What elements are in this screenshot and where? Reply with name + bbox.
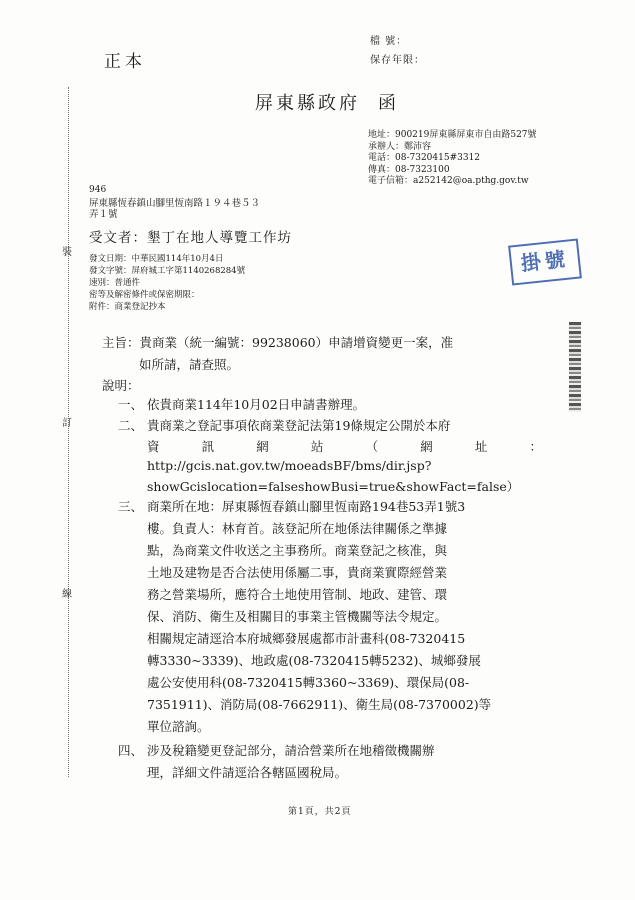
sender-handler: 承辦人：鄭沛容	[368, 141, 432, 152]
item-3-line7: 相關規定請逕洽本府城鄉發展處都市計畫科(08-7320415	[147, 631, 466, 646]
spread-token: 訊	[201, 439, 215, 454]
spread-token: 資	[147, 439, 160, 454]
binding-mark-top: 裝	[62, 247, 72, 258]
agency-name: 屏東縣政府	[255, 93, 360, 114]
spread-token: 網	[420, 439, 433, 454]
speed-class: 速別：普通件	[89, 278, 141, 288]
side-seal-strip	[569, 322, 581, 412]
sender-phone: 電話：08-7320415#3312	[368, 153, 481, 163]
item-3-line8: 轉3330~3339)、地政處(08-7320415轉5232)、城鄉發展	[147, 653, 481, 668]
item-4-number: 四、	[118, 743, 144, 758]
document-meta	[89, 253, 245, 313]
subject-line2: 如所請，請查照。	[139, 357, 240, 372]
item-1-number: 一、	[118, 397, 144, 412]
item-3-line6: 保、消防、衛生及相關目的事業主管機關等法令規定。	[147, 609, 448, 624]
item-4-line1: 涉及稅籍變更登記部分，請洽營業所在地稽徵機關辦	[147, 743, 435, 758]
spread-token: 址	[474, 439, 488, 454]
retention-label: 保存年限：	[370, 55, 425, 66]
issue-date: 發文日期：中華民國114年10月4日	[89, 254, 224, 264]
explanation-label: 說明：	[102, 378, 140, 393]
spread-token: （	[365, 439, 379, 454]
item-3-line3: 點，為商業文件收送之主事務所。商業登記之核准，與	[147, 543, 448, 558]
item-4-line2: 理，詳細文件請逕洽各轄區國稅局。	[147, 765, 348, 780]
item-3-line1: 商業所在地：屏東縣恆春鎮山腳里恆南路194巷53弄1號3	[147, 499, 466, 514]
page-counter: 第1頁，共2頁	[288, 807, 352, 817]
document-title	[255, 89, 399, 115]
sender-email: 電子信箱：a252142@oa.pthg.gov.tw	[368, 176, 529, 186]
postal-code: 946	[89, 185, 107, 195]
item-3-line10: 7351911)、消防局(08-7662911)、衛生局(08-7370002)等	[147, 697, 492, 712]
item-2-line1: 貴商業之登記事項依商業登記法第19條規定公開於本府	[147, 418, 451, 433]
sender-info	[368, 130, 537, 188]
secrecy-class: 密等及解密條件或保密期限：	[89, 290, 200, 300]
item-3-line2: 樓。負責人：林育首。該登記所在地係法律關係之準據	[147, 521, 448, 536]
recipient-name: 受文者：墾丁在地人導覽工作坊	[89, 230, 292, 246]
recipient-address-line2: 弄１號	[89, 209, 118, 220]
file-meta	[370, 32, 425, 70]
issue-number: 發文字號：屏府城工字第1140268284號	[89, 266, 246, 276]
spread-token: 站	[310, 439, 324, 454]
item-3-line5: 務之營業場所，應符合土地使用管制、地政、建管、環	[147, 587, 448, 602]
sender-address: 地址：900219屏東縣屏東市自由路527號	[368, 130, 537, 140]
file-number-label: 檔 號：	[370, 36, 408, 47]
subject-line1: 主旨：貴商業（統一編號：99238060）申請增資變更一案，准	[102, 335, 454, 350]
sender-fax: 傳真：08-7323100	[368, 164, 450, 175]
binding-mark-bottom: 線	[62, 589, 72, 600]
item-3-line11: 單位諮詢。	[147, 719, 210, 734]
item-3-line4: 土地及建物是否合法使用係屬二事，貴商業實際經營業	[147, 565, 448, 580]
recipient-address	[89, 198, 309, 220]
binding-margin-line	[68, 87, 69, 777]
registered-mail-stamp: 掛號	[508, 238, 582, 285]
item-2-url-line1: http://gcis.nat.gov.tw/moeadsBF/bms/dir.jsp?	[147, 458, 432, 473]
spread-token: 網	[256, 439, 269, 454]
item-3-line9: 處公安使用科(08-7320415轉3360~3369)、環保局(08-	[147, 675, 470, 690]
item-2-url-line2: showGcislocation=falseshowBusi=true&showFact=false）	[147, 479, 520, 494]
item-2-number: 二、	[118, 418, 144, 433]
binding-mark-middle: 訂	[62, 418, 72, 429]
copy-mark: 正本	[104, 52, 146, 72]
attachment: 附件：商業登記抄本	[89, 302, 166, 312]
recipient-address-line1: 屏東縣恆春鎮山腳里恆南路１９４巷５３	[89, 198, 261, 209]
item-1-line1: 依貴商業114年10月02日申請書辦理。	[147, 397, 366, 412]
item-3-number: 三、	[118, 499, 144, 514]
document-kind: 函	[378, 93, 399, 114]
item-2-spread-line	[147, 437, 542, 455]
spread-token: ：	[529, 439, 542, 454]
